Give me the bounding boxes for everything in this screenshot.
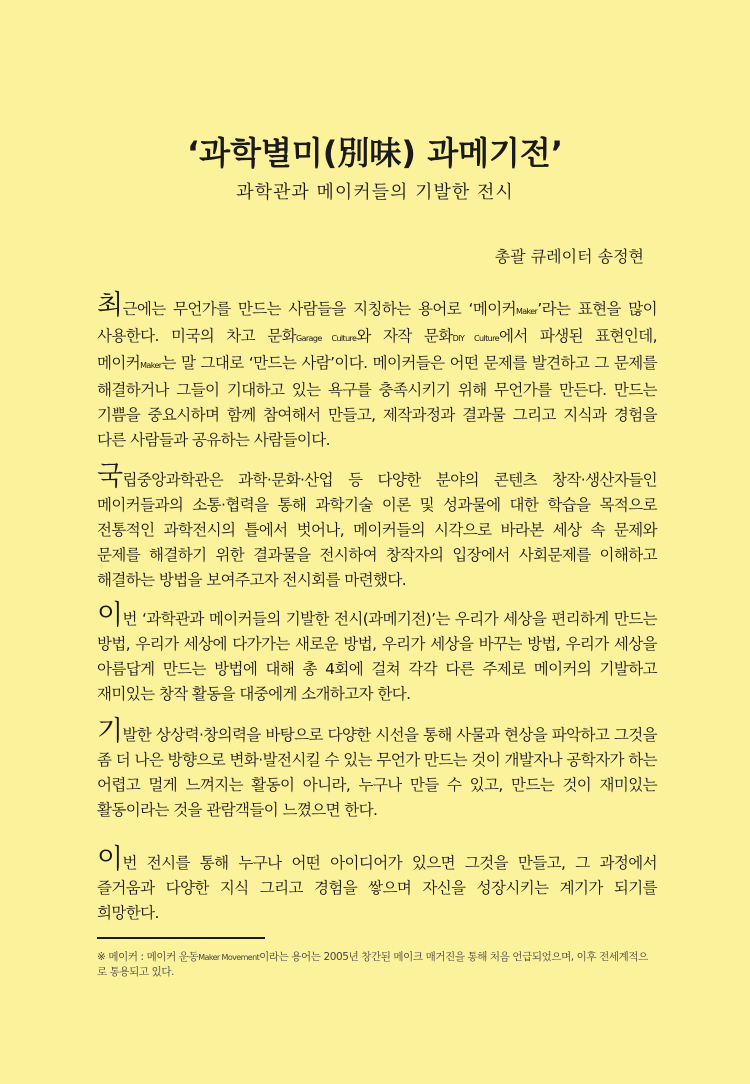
paragraph-text: 발한 상상력·창의력을 바탕으로 다양한 시선을 통해 사물과 현상을 파악하고 그것을 좀 더 나은 방향으로 변화·발전시킬 수 있는 무언가 만드는 것이 개발자나 공학자가 하는 어렵고 멀게 느껴지는 활동이 아니라, 누구나 만들 수 있고, 만드는 것이 재미있는 활동이라는 것을 관람객들이 느꼈으면 한다. [97, 726, 657, 819]
inline-gloss: Maker [140, 361, 162, 370]
paragraph-makers-definition [97, 292, 657, 453]
paragraph-text: 립중앙과학관은 과학·문화·산업 등 다양한 분야의 콘텐츠 창작·생산자들인 메이커들과의 소통·협력을 통해 과학기술 이론 및 성과물에 대한 학습을 목적으로 전통적인 과학전시의 틀에서 벗어나, 메이커들의 시각으로 바라본 세상 속 문제와 문제를 해결하기 위한 결과물을 전시하여 창작자의 입장에서 사회문제를 이해하고 해결하는 방법을 보여주고자 전시회를 마련했다. [97, 471, 657, 589]
paragraph-exhibition-plan [97, 602, 657, 707]
paragraph-text: 번 전시를 통해 누구나 어떤 아이디어가 있으면 그것을 만들고, 그 과정에서 즐거움과 다양한 지식 그리고 경험을 쌓으며 자신을 성장시키는 계기가 되기를 희망한다. [97, 854, 657, 922]
paragraph-hope [97, 846, 657, 926]
paragraph-text: 는 말 그대로 ‘만드는 사람’이다. 메이커들은 어떤 문제를 발견하고 그 문제를 해결하거나 그들이 기대하고 있는 욕구를 충족시키기 위해 무언가를 만든다. 만드는 기쁨을 중요시하며 함께 참여해서 만들고, 제작과정과 결과물 그리고 지식과 경험을 다른 사람들과 공유하는 사람들이다. [97, 354, 657, 449]
document-title: ‘과학별미(別味) 과메기전’ [187, 134, 563, 172]
paragraph-museum-intent [97, 463, 657, 593]
footnote [97, 950, 657, 980]
inline-gloss: Garage Culture [295, 334, 357, 343]
drop-initial: 기 [97, 716, 123, 747]
drop-initial: 이 [97, 844, 123, 875]
curator-credit: 총괄 큐레이터 송정현 [494, 247, 644, 266]
drop-initial: 국 [97, 461, 123, 492]
footnote-gloss: Maker Movement [198, 953, 260, 962]
drop-initial: 이 [97, 600, 123, 631]
paragraph-creativity [97, 718, 657, 823]
document-subtitle: 과학관과 메이커들의 기발한 전시 [236, 182, 514, 203]
footnote-text: ※ 메이커 : 메이커 운동 [97, 951, 199, 963]
paragraph-text: 근에는 무언가를 만드는 사람들을 지칭하는 용어로 ‘메이커 [122, 300, 516, 318]
footnote-text: 이라는 용어는 2005년 창간된 메이크 매거진을 통해 처음 언급되었으며, 이후 전세계적으로 통용되고 있다. [97, 951, 648, 978]
paragraph-text: ’라는 표현을 많이 사용한다. 미국의 차고 문화 [97, 300, 657, 345]
inline-gloss: Maker [515, 307, 538, 316]
drop-initial: 최 [97, 290, 123, 321]
footnote-divider [97, 937, 265, 939]
paragraph-text: 와 자작 문화 [356, 327, 453, 345]
inline-gloss: DIY Culture [452, 334, 499, 343]
paragraph-text: 번 ‘과학관과 메이커들의 기발한 전시(과메기전)’는 우리가 세상을 편리하게 만드는 방법, 우리가 세상에 다가가는 새로운 방법, 우리가 세상을 바꾸는 방법, 우리가 세상을 아름답게 만드는 방법에 대해 총 4회에 걸쳐 각각 다른 주제로 메이커의 기발하고 재미있는 창작 활동을 대중에게 소개하고자 한다. [97, 610, 657, 703]
paragraph-text: 에서 파생된 표현인데, 메이커 [97, 327, 657, 372]
